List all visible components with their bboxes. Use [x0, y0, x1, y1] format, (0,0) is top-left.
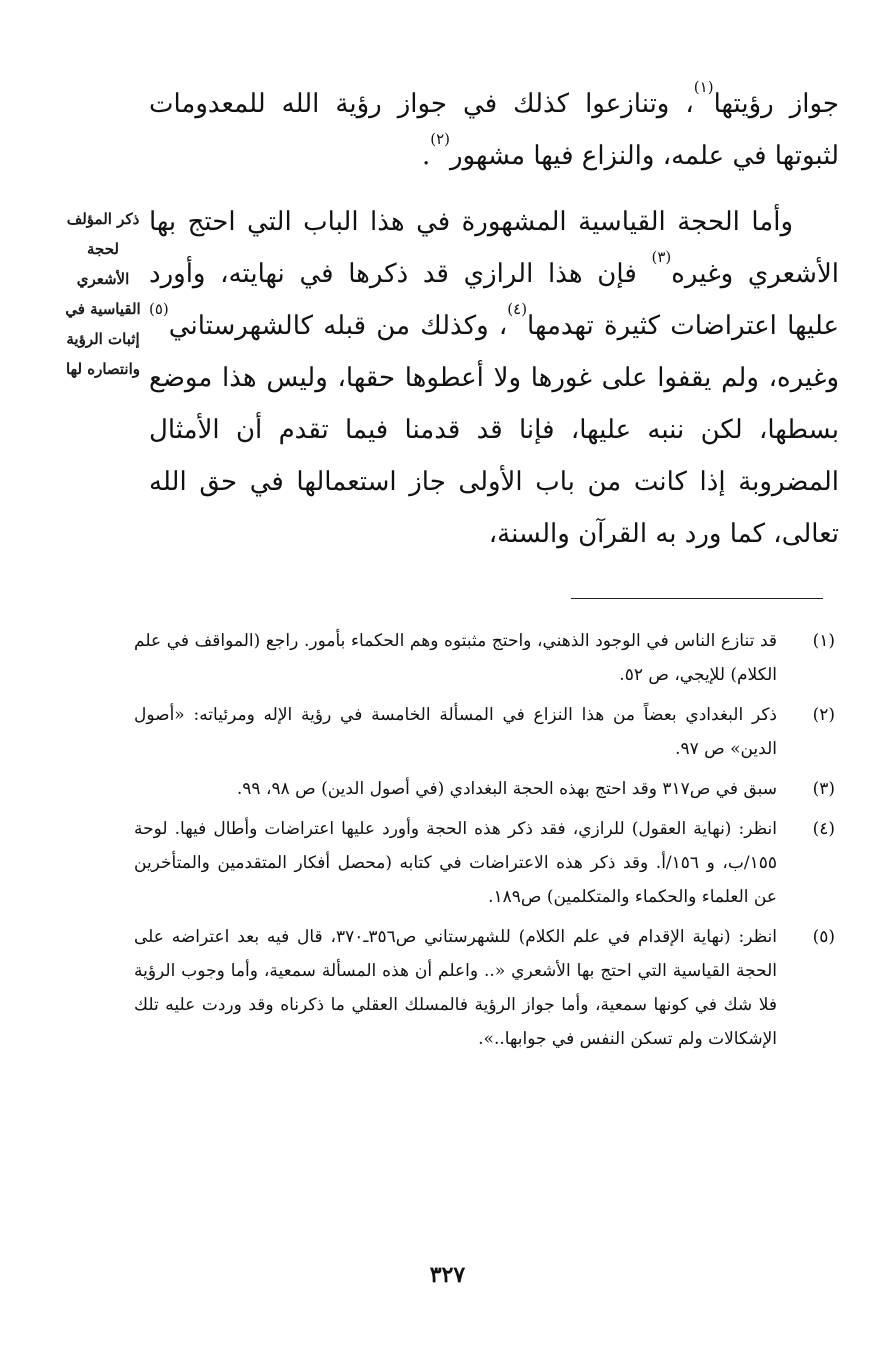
margin-note-line: وانتصاره لها: [65, 360, 141, 378]
text-run: فإن هذا الرازي قد ذكرها في نهايته، وأورد عليها اعتراضات كثيرة تهدمها: [149, 259, 839, 341]
footnote: [134, 920, 839, 1056]
text-run: ، وكذلك من قبله كالشهرستاني: [168, 311, 508, 341]
paragraph-2: [149, 196, 839, 560]
footnote-number: (٢): [812, 705, 835, 725]
footnote: [134, 698, 839, 766]
footnote-separator: [571, 598, 823, 599]
footnote-text: انظر: (نهاية العقول) للرازي، فقد ذكر هذه الحجة وأورد عليها اعتراضات وأطال فيها. لوحة ١٥٥/ب، و ١٥٦/أ. وقد ذكر هذه الاعتراضات في كتابه (محصل أفكار المتقدمين والمتأخرين عن العلماء والحكماء والمتكلمين) ص١٨٩.: [134, 819, 777, 907]
footnote-number: (٣): [812, 779, 835, 799]
text-run: ، وتنازعوا كذلك في جواز رؤية الله للمعدومات لثبوتها في علمه، والنزاع فيها مشهور: [149, 89, 839, 171]
margin-note-line: ذكر المؤلف: [66, 210, 140, 228]
text-run: وأما الحجة القياسية المشهورة في هذا الباب التي احتج بها الأشعري وغيره: [149, 207, 840, 289]
margin-note: [57, 204, 149, 384]
text-run: وغيره، ولم يقفوا على غورها ولا أعطوها حقها، وليس هذا موضع بسطها، لكن ننبه عليها، فإنا قد قدمنا فيما تقدم أن الأمثال المضروبة إذا كانت من باب الأولى جاز استعمالها في حق الله تعالى، كما ورد به القرآن والسنة،: [149, 363, 839, 549]
footnote-number: (٤): [812, 819, 835, 839]
footnote: [134, 812, 839, 914]
footnote-number: (٥): [812, 927, 835, 947]
main-text: [149, 78, 839, 560]
text-run: جواز رؤيتها: [713, 89, 839, 119]
footnote-text: سبق في ص٣١٧ وقد احتج بهذه الحجة البغدادي (في أصول الدين) ص ٩٨، ٩٩.: [236, 779, 777, 799]
margin-note-line: لحجة: [87, 240, 119, 258]
text-run: .: [421, 141, 431, 171]
footnote-ref-5[interactable]: (٥): [149, 300, 169, 318]
footnote-text: قد تنازع الناس في الوجود الذهني، واحتج مثبتوه وهم الحكماء بأمور. راجع (المواقف في علم الكلام) للإيجي، ص ٥٢.: [134, 631, 777, 685]
footnote-ref-3[interactable]: (٣): [651, 248, 672, 266]
footnote: [134, 624, 839, 692]
footnote-text: ذكر البغدادي بعضاً من هذا النزاع في المسألة الخامسة في رؤية الإله ومرئياته: «أصول الدين» ص ٩٧.: [134, 705, 777, 759]
footnotes: [134, 624, 839, 1062]
margin-note-line: إثبات الرؤية: [66, 330, 140, 348]
footnote-ref-1[interactable]: (١): [693, 78, 714, 96]
paragraph-1: [149, 78, 839, 182]
margin-note-line: الأشعري: [76, 270, 130, 288]
footnote: [134, 772, 839, 806]
page-number: ٣٢٧: [429, 1262, 466, 1288]
footnote-ref-4[interactable]: (٤): [507, 300, 528, 318]
footnote-number: (١): [812, 631, 835, 651]
footnote-text: انظر: (نهاية الإقدام في علم الكلام) للشهرستاني ص٣٥٦ـ٣٧٠، قال فيه بعد اعتراضه على الحجة القياسية التي احتج بها الأشعري «.. واعلم أن هذه المسألة سمعية، وأما وجوب الرؤية فلا شك في كونها سمعية، وأما جواز الرؤية فالمسلك العقلي ما ذكرناه وقد وردت عليه تلك الإشكالات ولم تسكن النفس في جوابها..».: [134, 927, 777, 1049]
footnote-ref-2[interactable]: (٢): [430, 130, 450, 148]
margin-note-line: القياسية في: [65, 300, 141, 318]
